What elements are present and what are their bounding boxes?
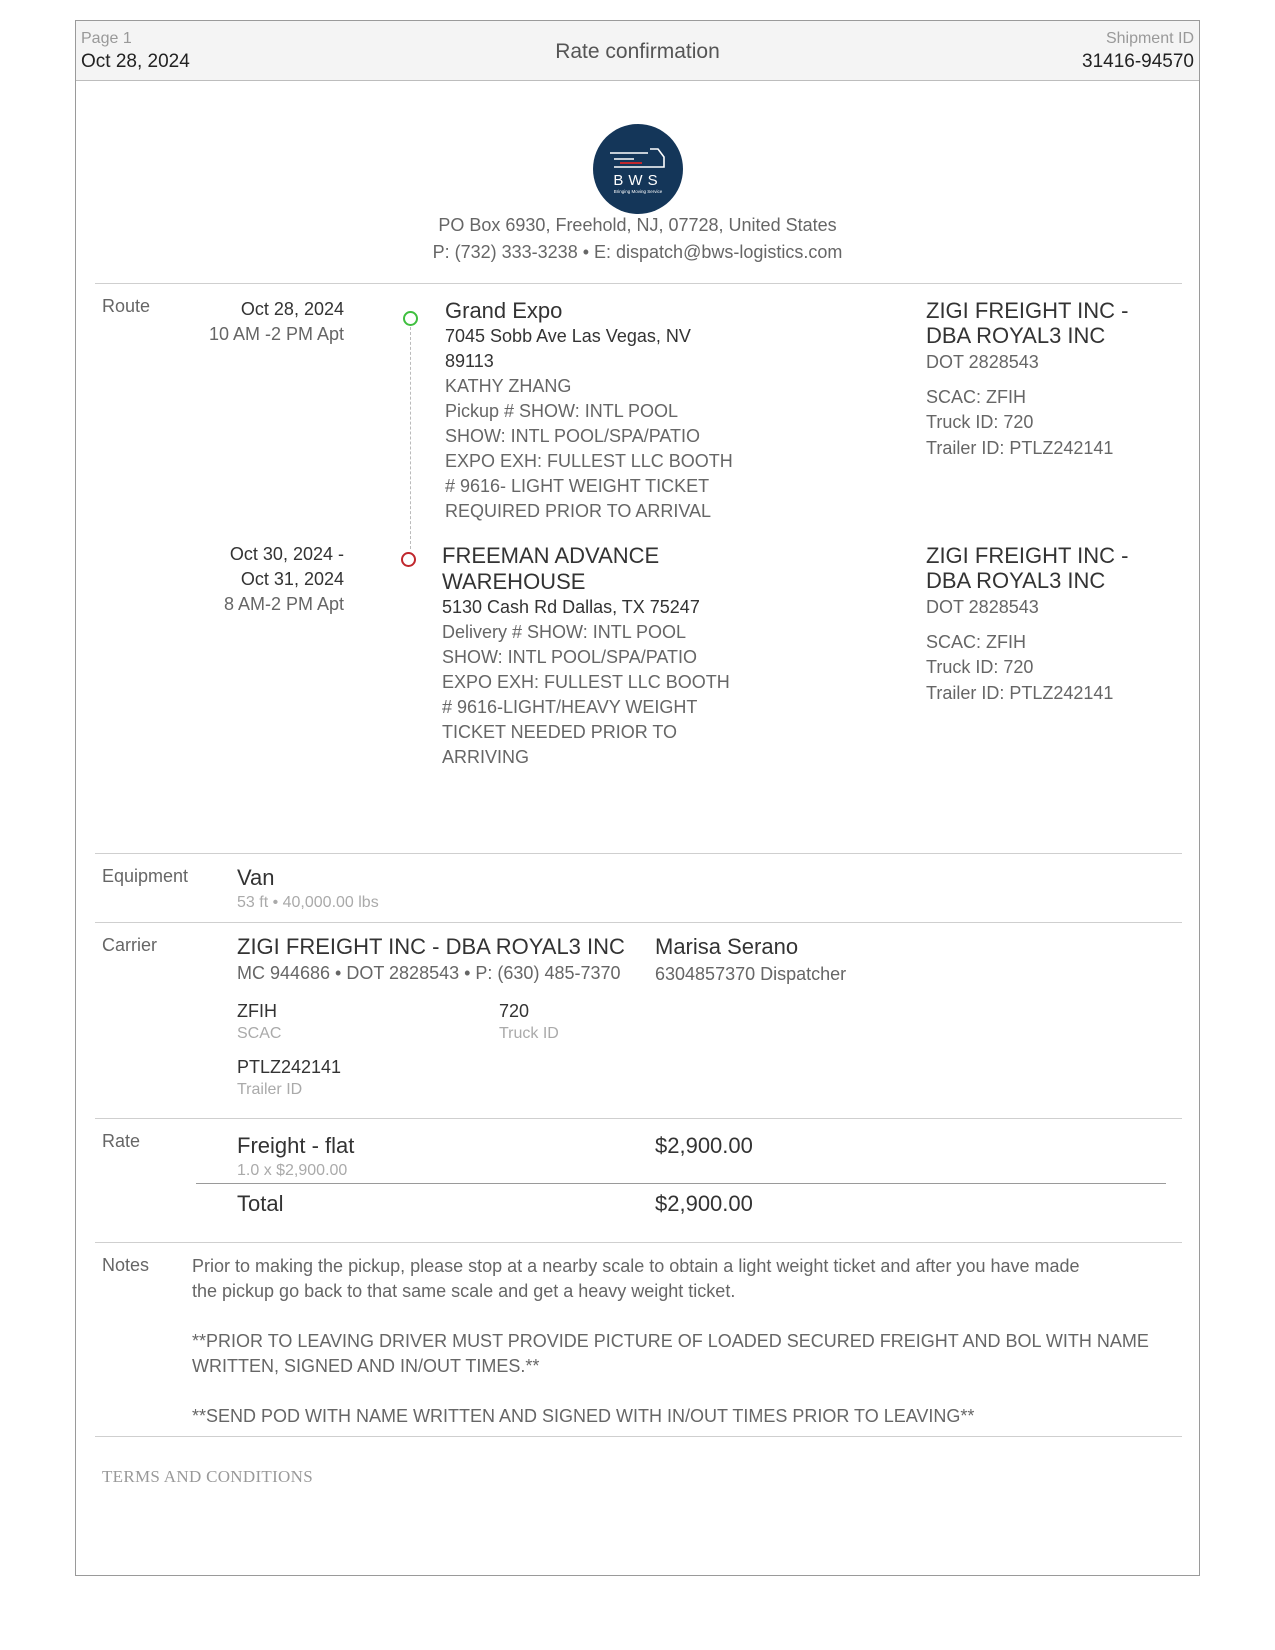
divider	[95, 1436, 1182, 1437]
delivery-date: Oct 31, 2024	[240, 569, 344, 589]
carrier-identifiers: MC 944686 • DOT 2828543 • P: (630) 485-7370	[237, 963, 621, 983]
note-line: **PRIOR TO LEAVING DRIVER MUST PROVIDE PICTURE OF LOADED SECURED FREIGHT AND BOL WITH NAME	[192, 1331, 1149, 1351]
shipment-id-label: Shipment ID	[1105, 30, 1194, 47]
delivery-trailer-id: Trailer ID: PTLZ242141	[926, 683, 1114, 703]
carrier-contact-detail: 6304857370 Dispatcher	[655, 964, 847, 984]
delivery-marker-icon	[401, 552, 416, 567]
carrier-scac-caption: SCAC	[237, 1025, 282, 1042]
pickup-location-name: Grand Expo	[445, 298, 563, 323]
delivery-note-line: # 9616-LIGHT/HEAVY WEIGHT	[442, 697, 698, 717]
pickup-carrier-dot: DOT 2828543	[926, 352, 1039, 372]
pickup-carrier-name: ZIGI FREIGHT INC -	[926, 298, 1129, 323]
logo-text: BWS	[613, 172, 663, 189]
pickup-note-line: SHOW: INTL POOL/SPA/PATIO	[445, 426, 701, 446]
delivery-location-name: WAREHOUSE	[442, 569, 586, 594]
pickup-address-line: 7045 Sobb Ave Las Vegas, NV	[445, 326, 691, 346]
carrier-contact-name: Marisa Serano	[655, 934, 799, 959]
note-line: **SEND POD WITH NAME WRITTEN AND SIGNED WITH IN/OUT TIMES PRIOR TO LEAVING**	[192, 1406, 975, 1426]
delivery-truck-id: Truck ID: 720	[926, 657, 1034, 677]
company-address: PO Box 6930, Freehold, NJ, 07728, United States	[438, 215, 837, 235]
page-number: Page 1	[81, 30, 132, 47]
pickup-date: Oct 28, 2024	[240, 299, 344, 319]
header-right	[1082, 29, 1194, 75]
divider	[95, 922, 1182, 923]
document-date: Oct 28, 2024	[81, 51, 190, 72]
rate-label: Rate	[102, 1131, 141, 1151]
note-line: WRITTEN, SIGNED AND IN/OUT TIMES.**	[192, 1356, 540, 1376]
rate-item-name: Freight - flat	[237, 1133, 355, 1158]
carrier-label: Carrier	[102, 935, 158, 955]
notes-label: Notes	[102, 1255, 150, 1275]
rate-item-detail: 1.0 x $2,900.00	[237, 1162, 348, 1179]
pickup-truck-id: Truck ID: 720	[926, 412, 1034, 432]
divider	[95, 283, 1182, 284]
document-frame	[75, 20, 1200, 1576]
note-line: the pickup go back to that same scale and get a heavy weight ticket.	[192, 1281, 736, 1301]
shipment-id: 31416-94570	[1082, 51, 1194, 72]
delivery-address-line: 5130 Cash Rd Dallas, TX 75247	[442, 597, 700, 617]
page-title: Rate confirmation	[555, 40, 720, 63]
pickup-carrier-scac: SCAC: ZFIH	[926, 387, 1027, 407]
equipment-type: Van	[237, 865, 275, 890]
note-line: Prior to making the pickup, please stop at a nearby scale to obtain a light weight ticket and after you have made	[192, 1256, 1080, 1276]
terms-and-conditions-heading: TERMS AND CONDITIONS	[102, 1467, 313, 1486]
equipment-label: Equipment	[102, 866, 189, 886]
pickup-marker-icon	[403, 311, 418, 326]
delivery-note-line: TICKET NEEDED PRIOR TO	[442, 722, 678, 742]
delivery-carrier-dot: DOT 2828543	[926, 597, 1039, 617]
divider	[95, 1242, 1182, 1243]
delivery-note-line: Delivery # SHOW: INTL POOL	[442, 622, 687, 642]
delivery-time: 8 AM-2 PM Apt	[223, 594, 344, 614]
carrier-scac-value: ZFIH	[237, 1001, 277, 1021]
rate-total-amount: $2,900.00	[655, 1191, 753, 1216]
company-contact: P: (732) 333-3238 • E: dispatch@bws-logistics.com	[432, 242, 843, 262]
pickup-time: 10 AM -2 PM Apt	[208, 324, 344, 344]
pickup-note-line: KATHY ZHANG	[445, 376, 572, 396]
pickup-note-line: REQUIRED PRIOR TO ARRIVAL	[445, 501, 712, 521]
delivery-carrier-name: DBA ROYAL3 INC	[926, 568, 1106, 593]
total-divider	[196, 1183, 1166, 1184]
divider	[95, 853, 1182, 854]
pickup-note-line: Pickup # SHOW: INTL POOL	[445, 401, 679, 421]
equipment-details: 53 ft • 40,000.00 lbs	[237, 894, 379, 911]
logo-tagline: Bringing Moving Service	[613, 189, 663, 194]
route-label: Route	[102, 296, 151, 316]
carrier-trailer-value: PTLZ242141	[237, 1057, 342, 1077]
pickup-carrier-name: DBA ROYAL3 INC	[926, 323, 1106, 348]
route-connector	[410, 327, 411, 549]
page-header	[76, 21, 1199, 81]
delivery-note-line: ARRIVING	[442, 747, 530, 767]
rate-total-label: Total	[237, 1191, 284, 1216]
delivery-note-line: SHOW: INTL POOL/SPA/PATIO	[442, 647, 698, 667]
delivery-carrier-scac: SCAC: ZFIH	[926, 632, 1027, 652]
rate-item-amount: $2,900.00	[655, 1133, 753, 1158]
divider	[95, 1118, 1182, 1119]
pickup-address-line: 89113	[445, 351, 494, 371]
pickup-note-line: EXPO EXH: FULLEST LLC BOOTH	[445, 451, 733, 471]
delivery-carrier-name: ZIGI FREIGHT INC -	[926, 543, 1129, 568]
carrier-truck-value: 720	[499, 1001, 530, 1021]
delivery-location-name: FREEMAN ADVANCE	[442, 543, 660, 568]
company-logo	[592, 123, 684, 215]
delivery-note-line: EXPO EXH: FULLEST LLC BOOTH	[442, 672, 730, 692]
carrier-trailer-caption: Trailer ID	[237, 1081, 303, 1098]
carrier-truck-caption: Truck ID	[499, 1025, 559, 1042]
carrier-name: ZIGI FREIGHT INC - DBA ROYAL3 INC	[237, 934, 625, 959]
pickup-trailer-id: Trailer ID: PTLZ242141	[926, 438, 1114, 458]
delivery-date: Oct 30, 2024 -	[229, 544, 344, 564]
pickup-note-line: # 9616- LIGHT WEIGHT TICKET	[445, 476, 710, 496]
